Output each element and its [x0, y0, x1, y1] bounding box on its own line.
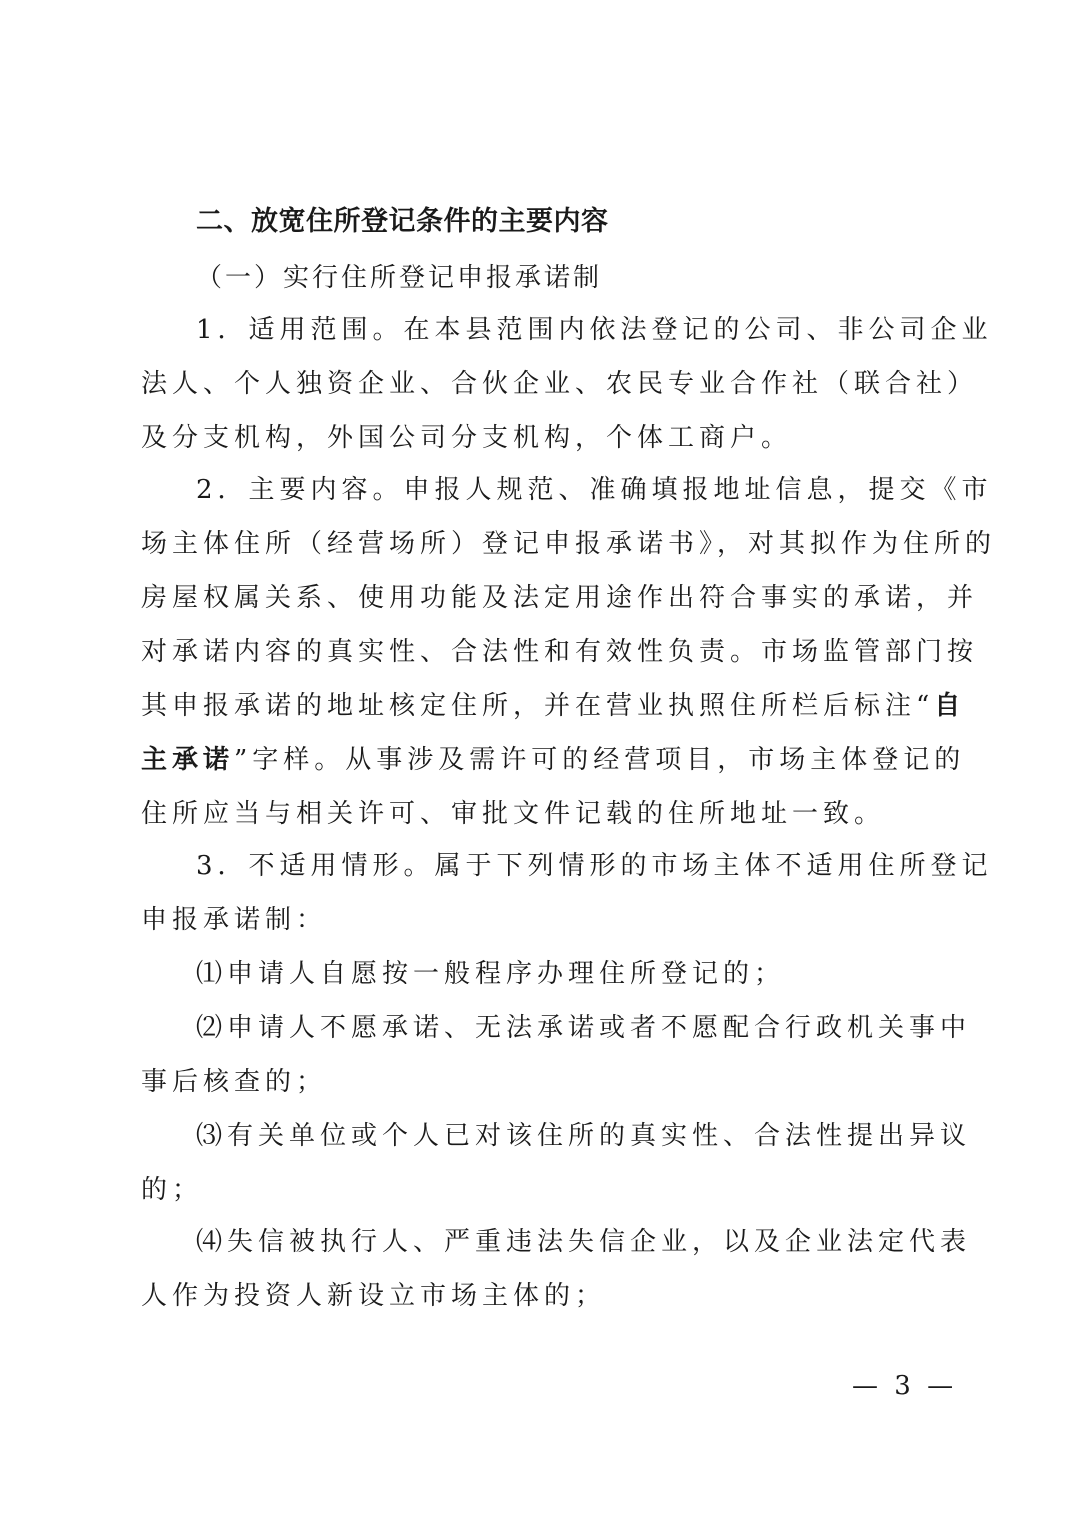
paragraph-line [141, 684, 965, 728]
subsection-heading: （一）实行住所登记申报承诺制 [196, 263, 603, 293]
paragraph-line: 场主体住所（经营场所）登记申报承诺书》，对其拟作为住所的 [141, 529, 997, 559]
paragraph-line: 对承诺内容的真实性、合法性和有效性负责。市场监管部门按 [141, 637, 979, 667]
emphasized-text: 自 [934, 691, 966, 721]
line-text: 其申报承诺的地址核定住所，并在营业执照住所栏后标注“ [141, 691, 935, 721]
list-item: ⑶有关单位或个人已对该住所的真实性、合法性提出异议 [196, 1121, 972, 1151]
paragraph-line: 及分支机构，外国公司分支机构，个体工商户。 [141, 423, 793, 453]
section-heading: 二、放宽住所登记条件的主要内容 [196, 206, 609, 237]
paragraph-line: 2．主要内容。申报人规范、准确填报地址信息，提交《市 [196, 475, 993, 505]
paragraph-line: 的； [141, 1175, 204, 1205]
paragraph-line [141, 738, 965, 782]
list-item: ⑴申请人自愿按一般程序办理住所登记的； [196, 959, 786, 989]
emphasized-text: 主承诺 [141, 745, 235, 775]
paragraph-line: 事后核查的； [141, 1067, 328, 1097]
list-item: ⑷失信被执行人、严重违法失信企业，以及企业法定代表 [196, 1227, 972, 1257]
paragraph-line: 人作为投资人新设立市场主体的； [141, 1281, 607, 1311]
paragraph-line: 住所应当与相关许可、审批文件记载的住所地址一致。 [141, 799, 886, 829]
paragraph-line: 3．不适用情形。属于下列情形的市场主体不适用住所登记 [196, 851, 993, 881]
page-number: — 3 — [852, 1371, 958, 1401]
paragraph-line: 法人、个人独资企业、合伙企业、农民专业合作社（联合社） [141, 369, 979, 399]
list-item: ⑵申请人不愿承诺、无法承诺或者不愿配合行政机关事中 [196, 1013, 972, 1043]
paragraph-line: 房屋权属关系、使用功能及法定用途作出符合事实的承诺，并 [141, 583, 979, 613]
paragraph-line: 申报承诺制： [141, 905, 328, 935]
line-text: ”字样。从事涉及需许可的经营项目，市场主体登记的 [234, 745, 966, 775]
paragraph-line: 1．适用范围。在本县范围内依法登记的公司、非公司企业 [196, 315, 993, 345]
